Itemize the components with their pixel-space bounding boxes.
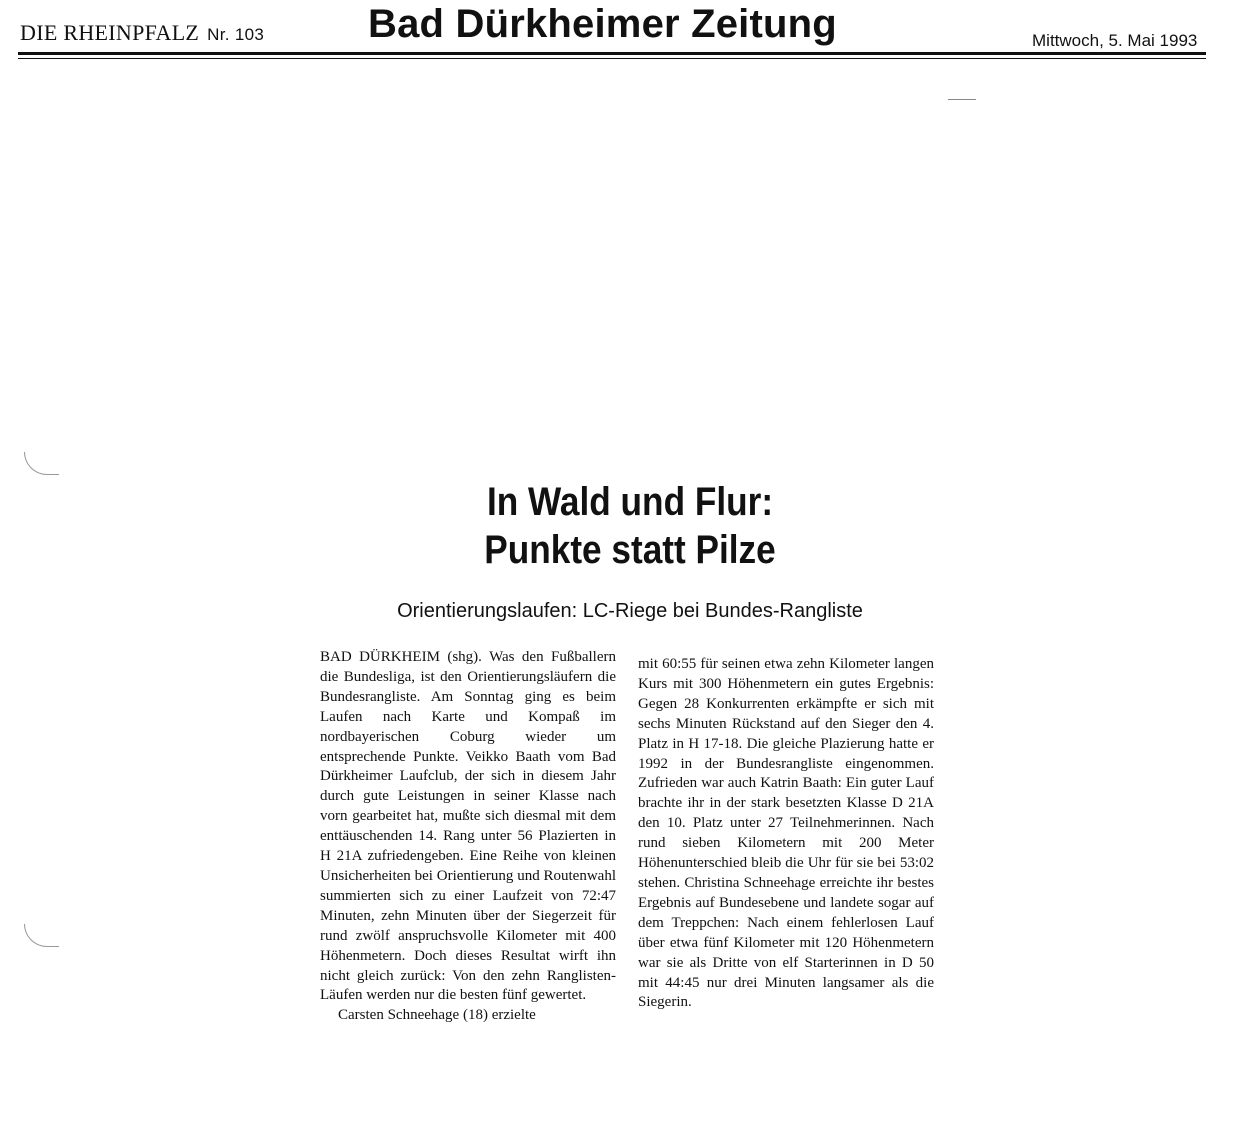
punch-hole-mark-lower bbox=[24, 924, 59, 947]
column-1-paragraph-1: BAD DÜRKHEIM (shg). Was den Fußballern die Bundesliga, ist den Orientierungsläufern die Bundesrangliste. Am Sonntag ging es beim Laufen nach Karte und Kompaß im nordbayerischen Coburg wieder um entsprechende Punkte. Veikko Baath vom Bad Dürkheimer Laufclub, der sich in diesem Jahr durch gute Leistungen in seiner Klasse nach vorn gearbeitet hat, mußte sich diesmal mit dem enttäuschenden 14. Rang unter 56 Plazierten in H 21A zufriedengeben. Eine Reihe von kleinen Unsicherheiten bei Orientierung und Routenwahl summierten sich zu einer Laufzeit von 72:47 Minuten, zehn Minuten über der Siegerzeit für rund zwölf anspruchsvolle Kilometer mit 400 Höhenmetern. Doch dieses Resultat wirft ihn nicht gleich zurück: Von den zehn Ranglisten-Läufen werden nur die besten fünf gewertet. bbox=[320, 649, 616, 1004]
issue-date: Mittwoch, 5. Mai 1993 bbox=[1032, 31, 1198, 50]
article-column-1 bbox=[320, 648, 616, 1026]
punch-hole-mark-upper bbox=[24, 452, 59, 475]
article-subheadline: Orientierungslaufen: LC-Riege bei Bundes-Rangliste bbox=[397, 600, 863, 622]
headline-line-2: Punkte statt Pilze bbox=[484, 528, 776, 572]
paper-name: DIE RHEINPFALZ bbox=[20, 20, 200, 45]
column-2-paragraph: mit 60:55 für seinen etwa zehn Kilometer langen Kurs mit 300 Höhenmetern ein gutes Ergebnis: Gegen 28 Konkurrenten erkämpfte er sich mit sechs Minuten Rückstand auf den Sieger den 4. Platz in H 17-18. Die gleiche Plazierung hatte er 1992 in der Bundesrangliste eingenommen. Zufrieden war auch Katrin Baath: Ein guter Lauf brachte ihr in der stark besetzten Klasse D 21A den 10. Platz unter 27 Teilnehmerinnen. Nach rund sieben Kilometern mit 200 Meter Höhenunterschied bleib die Uhr für sie bei 53:02 stehen. Christina Schneehage erreichte ihr bestes Ergebnis auf Bundesebene und landete sogar auf dem Treppchen: Nach einem fehlerlosen Lauf über etwa fünf Kilometer mit 120 Höhenmetern war sie als Dritte von elf Starterinnen in D 50 mit 44:45 nur drei Minuten langsamer als die Siegerin. bbox=[638, 656, 934, 1011]
headline-line-1: In Wald und Flur: bbox=[486, 480, 774, 524]
article-headline bbox=[366, 478, 894, 574]
masthead-rule-thin bbox=[18, 58, 1206, 59]
issue-number: Nr. 103 bbox=[207, 25, 265, 44]
masthead-paper-block bbox=[20, 20, 264, 46]
article-column-2 bbox=[638, 655, 934, 1013]
masthead-title: Bad Dürkheimer Zeitung bbox=[368, 2, 837, 46]
scan-mark bbox=[948, 99, 976, 100]
column-1-paragraph-2: Carsten Schneehage (18) erzielte bbox=[338, 1007, 536, 1024]
masthead-rule-thick bbox=[18, 52, 1206, 55]
